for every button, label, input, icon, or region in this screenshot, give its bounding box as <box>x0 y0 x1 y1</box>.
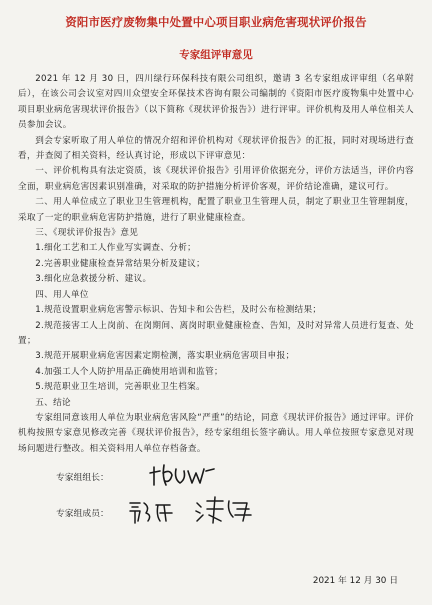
opinion-1: 一、评价机构具有法定资质，该《现状评价报告》引用评价依据充分，评价方法适当，评价内容全面，职业病危害因素识别准确，对采取的防护措施分析评价客观，评价结论准确，建议可行。 <box>18 166 414 192</box>
list-item: 2.完善职业健康检查异常结果分析及建议； <box>35 258 206 269</box>
list-item: 1.规范设置职业病危害警示标识、告知卡和公告栏，及时公布检测结果； <box>35 305 322 316</box>
paragraph-review-process: 到会专家听取了用人单位的情况介绍和评价机构对《现状评价报告》的汇报，同时对现场进行查看，并查阅了相关资料，经认真讨论，形成以下评审意见： <box>18 135 414 162</box>
leader-handwritten-signature <box>148 459 218 489</box>
list-item: 3.细化应急救援分析、建议。 <box>35 274 152 285</box>
member-handwritten-signature-1 <box>126 497 176 525</box>
members-signature-row <box>18 499 414 531</box>
list-item: 3.规范开展职业病危害因素定期检测，落实职业病危害项目申报； <box>35 351 295 362</box>
document-body <box>18 72 414 457</box>
list-item: 1.细化工艺和工人作业写实调查、分析； <box>35 243 197 254</box>
list-item: 4.加强工人个人防护用品正确使用培训和监管； <box>35 366 223 377</box>
paragraph-intro: 2021 年 12 月 30 日，四川绿行环保科技有限公司组织，邀请 3 名专家组成评审组（名单附后），在该公司会议室对四川众望安全环保技术咨询有限公司编制的《资阳市医疗废物集中处置中心项目职业病危害现状评价报告》（以下简称《现状评价报告》）进行评审。评价机构及用人单位相关人员参加会议。 <box>18 74 414 131</box>
leader-signature-row <box>18 463 414 495</box>
section-heading-4: 四、用人单位 <box>35 289 89 300</box>
document-title: 资阳市医疗废物集中处置中心项目职业病危害现状评价报告 <box>65 15 367 29</box>
list-item: 2.规范接害工人上岗前、在岗期间、离岗时职业健康检查、告知，及时对异常人员进行复查、处置； <box>18 320 414 346</box>
conclusion-paragraph: 专家组同意该用人单位为职业病危害风险“严重”的结论，同意《现状评价报告》通过评审。评价机构按照专家意见修改完善《现状评价报告》，经专家组组长签字确认。用人单位按照专家意见对现场问题进行整改。相关资料用人单位存档备查。 <box>18 412 414 454</box>
opinion-2: 二、用人单位成立了职业卫生管理机构，配置了职业卫生管理人员，制定了职业卫生管理制度，采取了一定的职业病危害防护措施，进行了职业健康检查。 <box>18 197 414 223</box>
section-heading-5: 五、结论 <box>35 397 71 408</box>
member-handwritten-signature-2 <box>193 495 253 525</box>
members-label: 专家组成员： <box>56 509 109 520</box>
section-heading-3: 三、《现状评价报告》意见 <box>35 228 139 239</box>
document-subtitle: 专家组评审意见 <box>179 49 253 61</box>
list-item: 5.规范职业卫生培训，完善职业卫生档案。 <box>35 382 206 393</box>
leader-label: 专家组组长： <box>56 473 109 484</box>
signature-date: 2021 年 12 月 30 日 <box>312 576 398 586</box>
